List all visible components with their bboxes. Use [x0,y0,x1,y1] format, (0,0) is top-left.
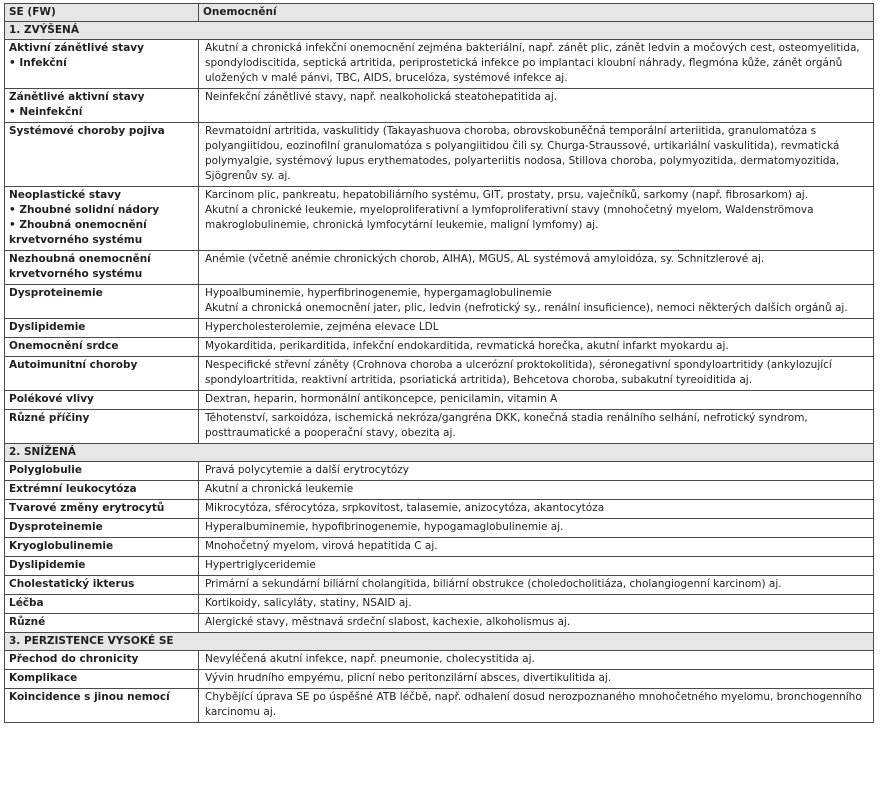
row-text-paragraph: Akutní a chronická leukemie [205,483,354,495]
row-text [199,481,874,500]
row-label [5,187,199,251]
row-label-line: Kryoglobulinemie [9,540,114,552]
row-label [5,576,199,595]
row-text-paragraph: Anémie (včetně anémie chronických chorob, AIHA), MGUS, AL systémová amyloidóza, sy. Schnitzlerové aj. [205,253,765,265]
row-text [199,123,874,187]
section-header-row [5,444,874,462]
row-text-paragraph: Těhotenství, sarkoidóza, ischemická nekróza/gangréna DKK, konečná stadia renálního selhání, nefrotický syndrom, posttraumatické a pooperační stavy, obezita aj. [205,412,808,439]
row-text [199,500,874,519]
row-label-line: Různé [9,616,46,628]
table-row [5,40,874,89]
row-label-line: Léčba [9,597,44,609]
row-text [199,319,874,338]
row-label [5,338,199,357]
table-body [5,4,874,723]
row-label [5,391,199,410]
row-text [199,538,874,557]
row-label [5,285,199,319]
row-text [199,651,874,670]
table-row [5,670,874,689]
table-row [5,319,874,338]
row-label [5,123,199,187]
row-text [199,689,874,723]
row-label-line: Přechod do chronicity [9,653,139,665]
row-label-line: Aktivní zánětlivé stavy [9,42,144,54]
row-label [5,500,199,519]
row-label-line: • Zhoubné solidní nádory [9,204,160,216]
row-text-paragraph: Alergické stavy, městnavá srdeční slabost, kachexie, alkoholismus aj. [205,616,571,628]
row-label [5,689,199,723]
table-row [5,338,874,357]
row-text-paragraph: Kortikoidy, salicyláty, statiny, NSAID aj. [205,597,412,609]
row-label [5,557,199,576]
row-text [199,285,874,319]
row-text-paragraph: Karcinom plic, pankreatu, hepatobiliárního systému, GIT, prostaty, prsu, vaječníků, sarkomy (např. fibrosarkom) aj. [205,189,809,201]
header-row [5,4,874,22]
table-row [5,410,874,444]
row-label-line: Neoplastické stavy [9,189,121,201]
row-text [199,40,874,89]
table-row [5,576,874,595]
row-label [5,251,199,285]
row-label-line: Cholestatický ikterus [9,578,135,590]
row-label-line: Extrémní leukocytóza [9,483,137,495]
section-title: 1. ZVÝŠENÁ [5,22,874,40]
section-title: 3. PERZISTENCE VYSOKÉ SE [5,633,874,651]
table-row [5,462,874,481]
row-text-paragraph: Akutní a chronická onemocnění jater, plic, ledvin (nefrotický sy., renální insuficience), nemoci některých dalších orgánů aj. [205,302,848,314]
table-row [5,500,874,519]
row-label-line: Dyslipidemie [9,321,86,333]
row-text-paragraph: Mnohočetný myelom, virová hepatitida C aj. [205,540,438,552]
table-row [5,481,874,500]
row-text-paragraph: Pravá polycytemie a další erytrocytózy [205,464,409,476]
row-label-line: Dyslipidemie [9,559,86,571]
section-title: 2. SNÍŽENÁ [5,444,874,462]
row-label-line: Nezhoubná onemocnění krvetvorného systému [9,253,151,280]
row-text [199,89,874,123]
row-label [5,651,199,670]
row-text-paragraph: Myokarditida, perikarditida, infekční endokarditida, revmatická horečka, akutní infarkt myokardu aj. [205,340,729,352]
row-text-paragraph: Neinfekční zánětlivé stavy, např. nealkoholická steatohepatitida aj. [205,91,558,103]
se-diseases-table [4,3,874,723]
row-text [199,519,874,538]
row-label-line: Dysproteinemie [9,521,103,533]
table-row [5,123,874,187]
row-text-paragraph: Dextran, heparin, hormonální antikoncepce, penicilamin, vitamin A [205,393,558,405]
row-text-paragraph: Nespecifické střevní záněty (Crohnova choroba a ulcerózní proktokolitida), séronegativní spondyloartritidy (ankylozující spondyloartritida, reaktivní artritida, psoriatická artritida), Behcetova choroba, subakutní tyreoiditida aj. [205,359,832,386]
table-row [5,357,874,391]
row-label-line: Polyglobulie [9,464,82,476]
row-label-line: • Infekční [9,57,67,69]
row-text [199,576,874,595]
row-label-line: • Neinfekční [9,106,83,118]
row-text-paragraph: Hypercholesterolemie, zejména elevace LDL [205,321,439,333]
table-row [5,595,874,614]
row-text [199,251,874,285]
table-row [5,251,874,285]
row-label [5,614,199,633]
row-text-paragraph: Vývin hrudního empyému, plicní nebo peritonzilární absces, divertikulitida aj. [205,672,612,684]
row-text-paragraph: Hypoalbuminemie, hyperfibrinogenemie, hypergamaglobulinemie [205,287,552,299]
row-label-line: Různé příčiny [9,412,90,424]
table-row [5,285,874,319]
row-label [5,538,199,557]
row-label [5,462,199,481]
row-label [5,40,199,89]
section-header-row [5,22,874,40]
row-label-line: Autoimunitní choroby [9,359,138,371]
table-row [5,651,874,670]
row-label [5,410,199,444]
row-text-paragraph: Chybějící úprava SE po úspěšné ATB léčbě, např. odhalení dosud nerozpoznaného mnohočetného myelomu, bronchogenního karcinomu aj. [205,691,862,718]
row-text-paragraph: Primární a sekundární biliární cholangitida, biliární obstrukce (choledocholitiáza, cholangiogenní karcinom) aj. [205,578,782,590]
row-text-paragraph: Hyperalbuminemie, hypofibrinogenemie, hypogamaglobulinemie aj. [205,521,564,533]
row-text [199,462,874,481]
table-row [5,689,874,723]
row-text-paragraph: Hypertriglyceridemie [205,559,316,571]
row-label-line: Koincidence s jinou nemocí [9,691,170,703]
row-text [199,670,874,689]
row-label [5,670,199,689]
row-label-line: Tvarové změny erytrocytů [9,502,165,514]
table-row [5,187,874,251]
row-text [199,338,874,357]
row-text-paragraph: Nevyléčená akutní infekce, např. pneumonie, cholecystitida aj. [205,653,535,665]
row-text-paragraph: Mikrocytóza, sférocytóza, srpkovitost, talasemie, anizocytóza, akantocytóza [205,502,605,514]
row-text [199,187,874,251]
row-label [5,319,199,338]
row-text [199,357,874,391]
section-header-row [5,633,874,651]
row-text [199,614,874,633]
row-label-line: Komplikace [9,672,78,684]
row-text-paragraph: Akutní a chronické leukemie, myeloproliferativní a lymfoproliferativní stavy (mnohočetný myelom, Waldenströmova makroglobulinemie, chronická lymfocytární leukemie, maligní lymfomy) aj. [205,204,814,231]
table-row [5,614,874,633]
row-text [199,391,874,410]
row-text [199,595,874,614]
table-row [5,89,874,123]
row-label [5,357,199,391]
row-label-line: Dysproteinemie [9,287,103,299]
header-se: SE (FW) [5,4,199,22]
row-label [5,519,199,538]
row-text [199,410,874,444]
row-label-line: Onemocnění srdce [9,340,119,352]
row-label [5,595,199,614]
table-row [5,557,874,576]
row-label [5,89,199,123]
row-label-line: • Zhoubná onemocnění krvetvorného systému [9,219,147,246]
row-label-line: Systémové choroby pojiva [9,125,165,137]
row-text [199,557,874,576]
header-disease: Onemocnění [199,4,874,22]
row-text-paragraph: Revmatoidní artritida, vaskulitidy (Takayashuova choroba, obrovskobuněčná temporální arteriitida, granulomatóza s polyangiitidou, eozinofilní granulomatóza s polyangiitidou čili sy. Churga-Straussové, urtikariální vaskulitida), revmatická polymyalgie, systémový lupus erythematodes, polyarteriitis nodosa, Stillova choroba, polymyozitida, dermatomyozitida, Sjögrenův sy. aj. [205,125,840,182]
table-row [5,391,874,410]
table-row [5,538,874,557]
table-row [5,519,874,538]
row-label-line: Polékové vlivy [9,393,94,405]
row-label-line: Zánětlivé aktivní stavy [9,91,145,103]
row-label [5,481,199,500]
row-text-paragraph: Akutní a chronická infekční onemocnění zejména bakteriální, např. zánět plic, zánět ledvin a močových cest, osteomyelitida, spondylodiscitida, septická artritida, periprostetická infekce po implantaci kloubní náhrady, flegmóna kůže, zánět orgánů uložených v malé pánvi, TBC, AIDS, brucelóza, systémové infekce aj. [205,42,860,84]
